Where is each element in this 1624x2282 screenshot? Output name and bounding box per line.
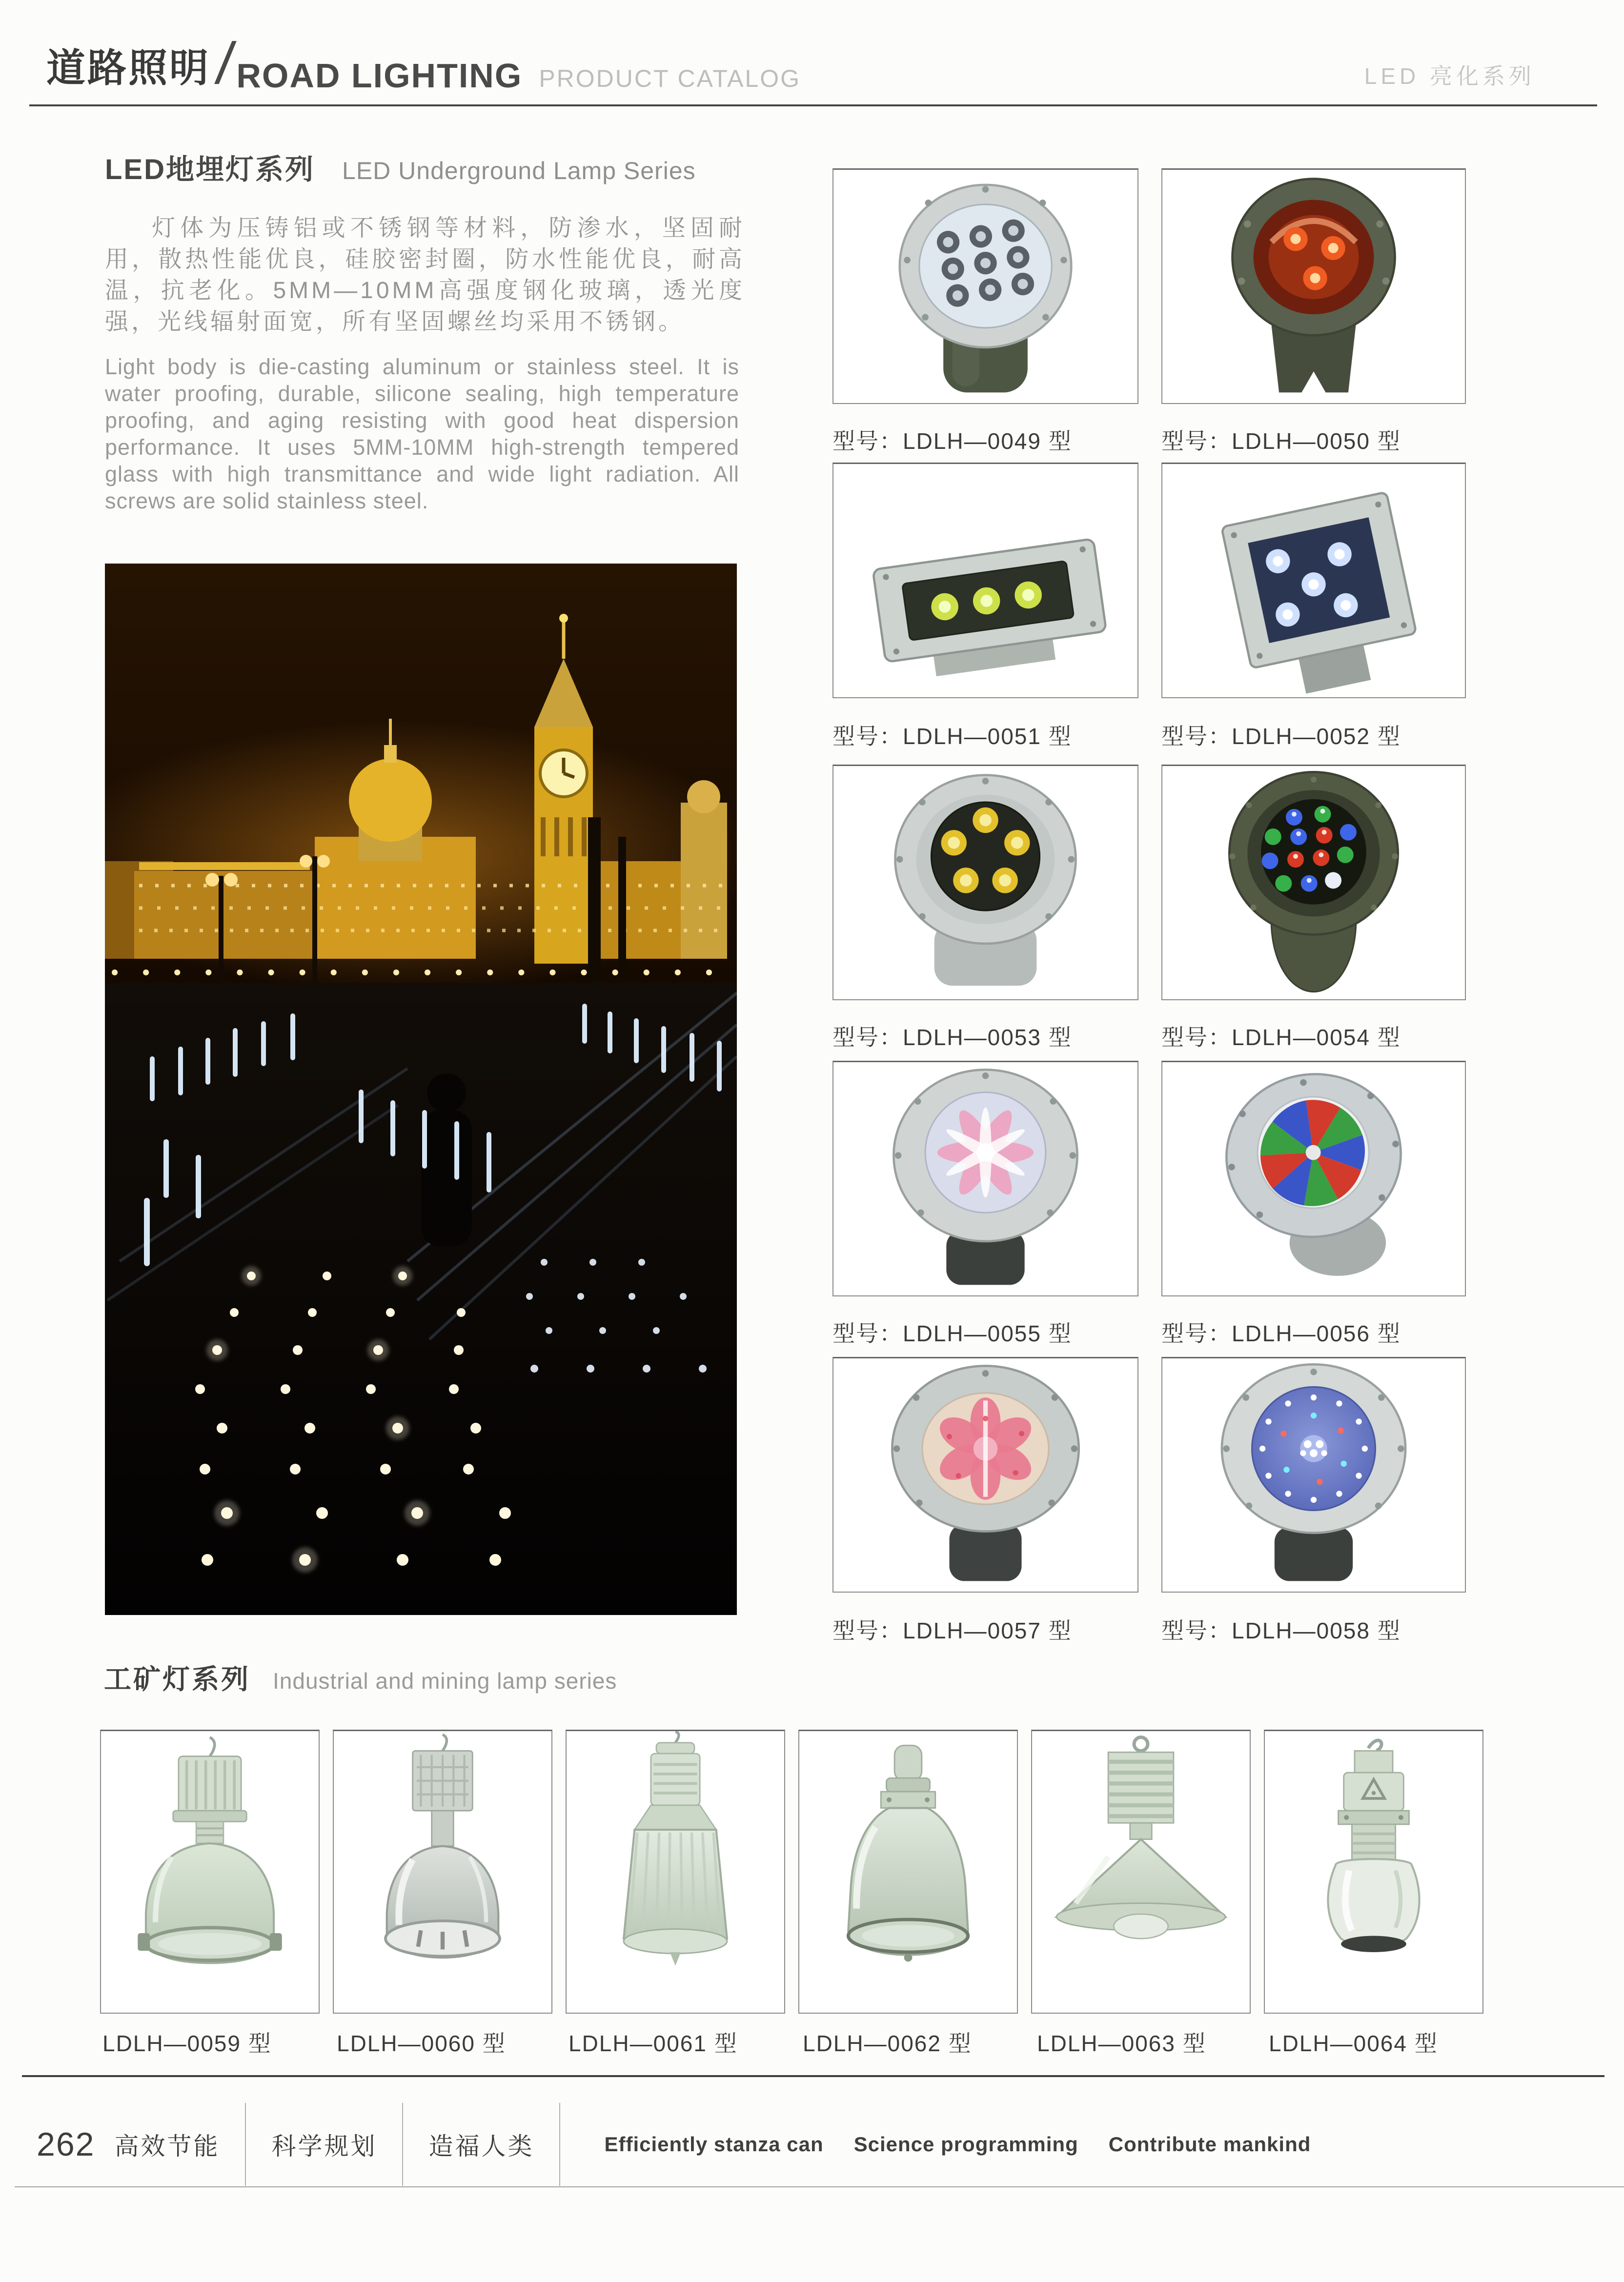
intro-paragraph-en: Light body is die-casting aluminum or stainless steel. It is water proofing, durable, silicone sealing, high temperature proofing, and aging resisting with good heat dispersion performance. It uses 5MM-10MM high-strength tempered glass with high transmittance and wide light radiation. All screws are solid stainless steel. (105, 354, 739, 513)
model-label: 型号：LDLH—0055 型 (832, 1321, 1072, 1346)
product-card-ldlh-0051 (832, 463, 1138, 698)
model-label: 型号：LDLH—0056 型 (1161, 1321, 1401, 1346)
product-image-ldlh-0052 (1162, 464, 1465, 697)
product-card-ldlh-0063 (1031, 1730, 1251, 2014)
model-label: 型号：LDLH—0054 型 (1161, 1025, 1401, 1050)
model-label: 型号：LDLH—0053 型 (832, 1025, 1072, 1050)
product-card-ldlh-0059 (100, 1730, 320, 2014)
model-label: LDLH—0061 型 (568, 2031, 738, 2056)
model-label: 型号：LDLH—0050 型 (1161, 428, 1401, 454)
product-image-ldlh-0054 (1162, 766, 1465, 999)
product-image-ldlh-0053 (833, 766, 1137, 999)
product-card-ldlh-0052 (1161, 463, 1466, 698)
model-label: LDLH—0064 型 (1269, 2031, 1438, 2056)
section-title-cn: LED地埋灯系列 (105, 154, 315, 185)
footer-divider (559, 2103, 560, 2186)
product-image-ldlh-0060 (334, 1731, 551, 2013)
series-label: LED 亮化系列 (1364, 63, 1535, 89)
footer-slogan-cn: 造福人类 (428, 2133, 534, 2160)
section-title-mining (104, 1658, 617, 1697)
footer-rule-top (22, 2075, 1604, 2077)
model-label: 型号：LDLH—0049 型 (832, 428, 1072, 454)
page-footer (37, 2103, 1311, 2186)
model-label: LDLH—0060 型 (337, 2031, 506, 2056)
page-header (46, 31, 1551, 96)
model-label: 型号：LDLH—0051 型 (832, 724, 1072, 749)
product-card-ldlh-0061 (566, 1730, 785, 2014)
product-card-ldlh-0049 (832, 168, 1138, 404)
product-image-ldlh-0057 (833, 1358, 1137, 1592)
footer-slogan-cn: 高效节能 (114, 2133, 220, 2160)
product-card-ldlh-0055 (832, 1061, 1138, 1296)
product-image-ldlh-0063 (1032, 1731, 1250, 2013)
product-card-ldlh-0064 (1264, 1730, 1483, 2014)
intro-paragraph-cn: 灯体为压铸铝或不锈钢等材料，防渗水，坚固耐用，散热性能优良，硅胶密封圈，防水性能优良，耐高温，抗老化。5MM—10MM高强度钢化玻璃，透光度强，光线辐射面宽，所有坚固螺丝均采用不锈钢。 (105, 215, 745, 335)
page-number: 262 (37, 2126, 95, 2163)
product-image-ldlh-0055 (833, 1062, 1137, 1295)
brand-slash: / (212, 31, 238, 96)
night-scene-illustration (105, 564, 737, 1615)
footer-slogan-en: Contribute mankind (1108, 2133, 1311, 2156)
footer-rule-bottom (15, 2186, 1624, 2187)
footer-slogan-en: Efficiently stanza can (604, 2133, 824, 2156)
product-image-ldlh-0051 (833, 464, 1137, 697)
model-label: LDLH—0059 型 (102, 2031, 272, 2056)
product-card-ldlh-0062 (798, 1730, 1018, 2014)
product-image-ldlh-0062 (799, 1731, 1017, 2013)
model-label: LDLH—0063 型 (1037, 2031, 1206, 2056)
product-card-ldlh-0060 (333, 1730, 552, 2014)
model-label: 型号：LDLH—0052 型 (1161, 724, 1401, 749)
mining-title-en: Industrial and mining lamp series (273, 1668, 617, 1694)
model-label: 型号：LDLH—0058 型 (1161, 1618, 1401, 1643)
product-card-ldlh-0054 (1161, 765, 1466, 1000)
model-label: 型号：LDLH—0057 型 (832, 1618, 1072, 1643)
footer-slogan-cn: 科学规划 (271, 2133, 377, 2160)
product-card-ldlh-0058 (1161, 1357, 1466, 1593)
product-image-ldlh-0064 (1265, 1731, 1482, 2013)
product-card-ldlh-0050 (1161, 168, 1466, 404)
footer-slogan-en: Science programming (853, 2133, 1078, 2156)
header-rule (29, 104, 1597, 106)
brand-title-en: ROAD LIGHTING (236, 57, 523, 95)
product-image-ldlh-0059 (101, 1731, 319, 2013)
product-card-ldlh-0056 (1161, 1061, 1466, 1296)
product-card-ldlh-0053 (832, 765, 1138, 1000)
product-image-ldlh-0050 (1162, 170, 1465, 403)
section-title-underground (105, 146, 696, 187)
product-image-ldlh-0056 (1162, 1062, 1465, 1295)
mining-title-cn: 工矿灯系列 (104, 1664, 250, 1695)
product-image-ldlh-0049 (833, 170, 1137, 403)
product-card-ldlh-0057 (832, 1357, 1138, 1593)
footer-slogans-en (604, 2133, 1311, 2156)
product-image-ldlh-0058 (1162, 1358, 1465, 1592)
night-scene-photo (105, 564, 737, 1615)
product-image-ldlh-0061 (567, 1731, 784, 2013)
brand-title-cn: 道路照明 (46, 46, 210, 90)
brand-subtitle: PRODUCT CATALOG (539, 64, 801, 92)
model-label: LDLH—0062 型 (803, 2031, 972, 2056)
section-title-en: LED Underground Lamp Series (342, 157, 696, 184)
